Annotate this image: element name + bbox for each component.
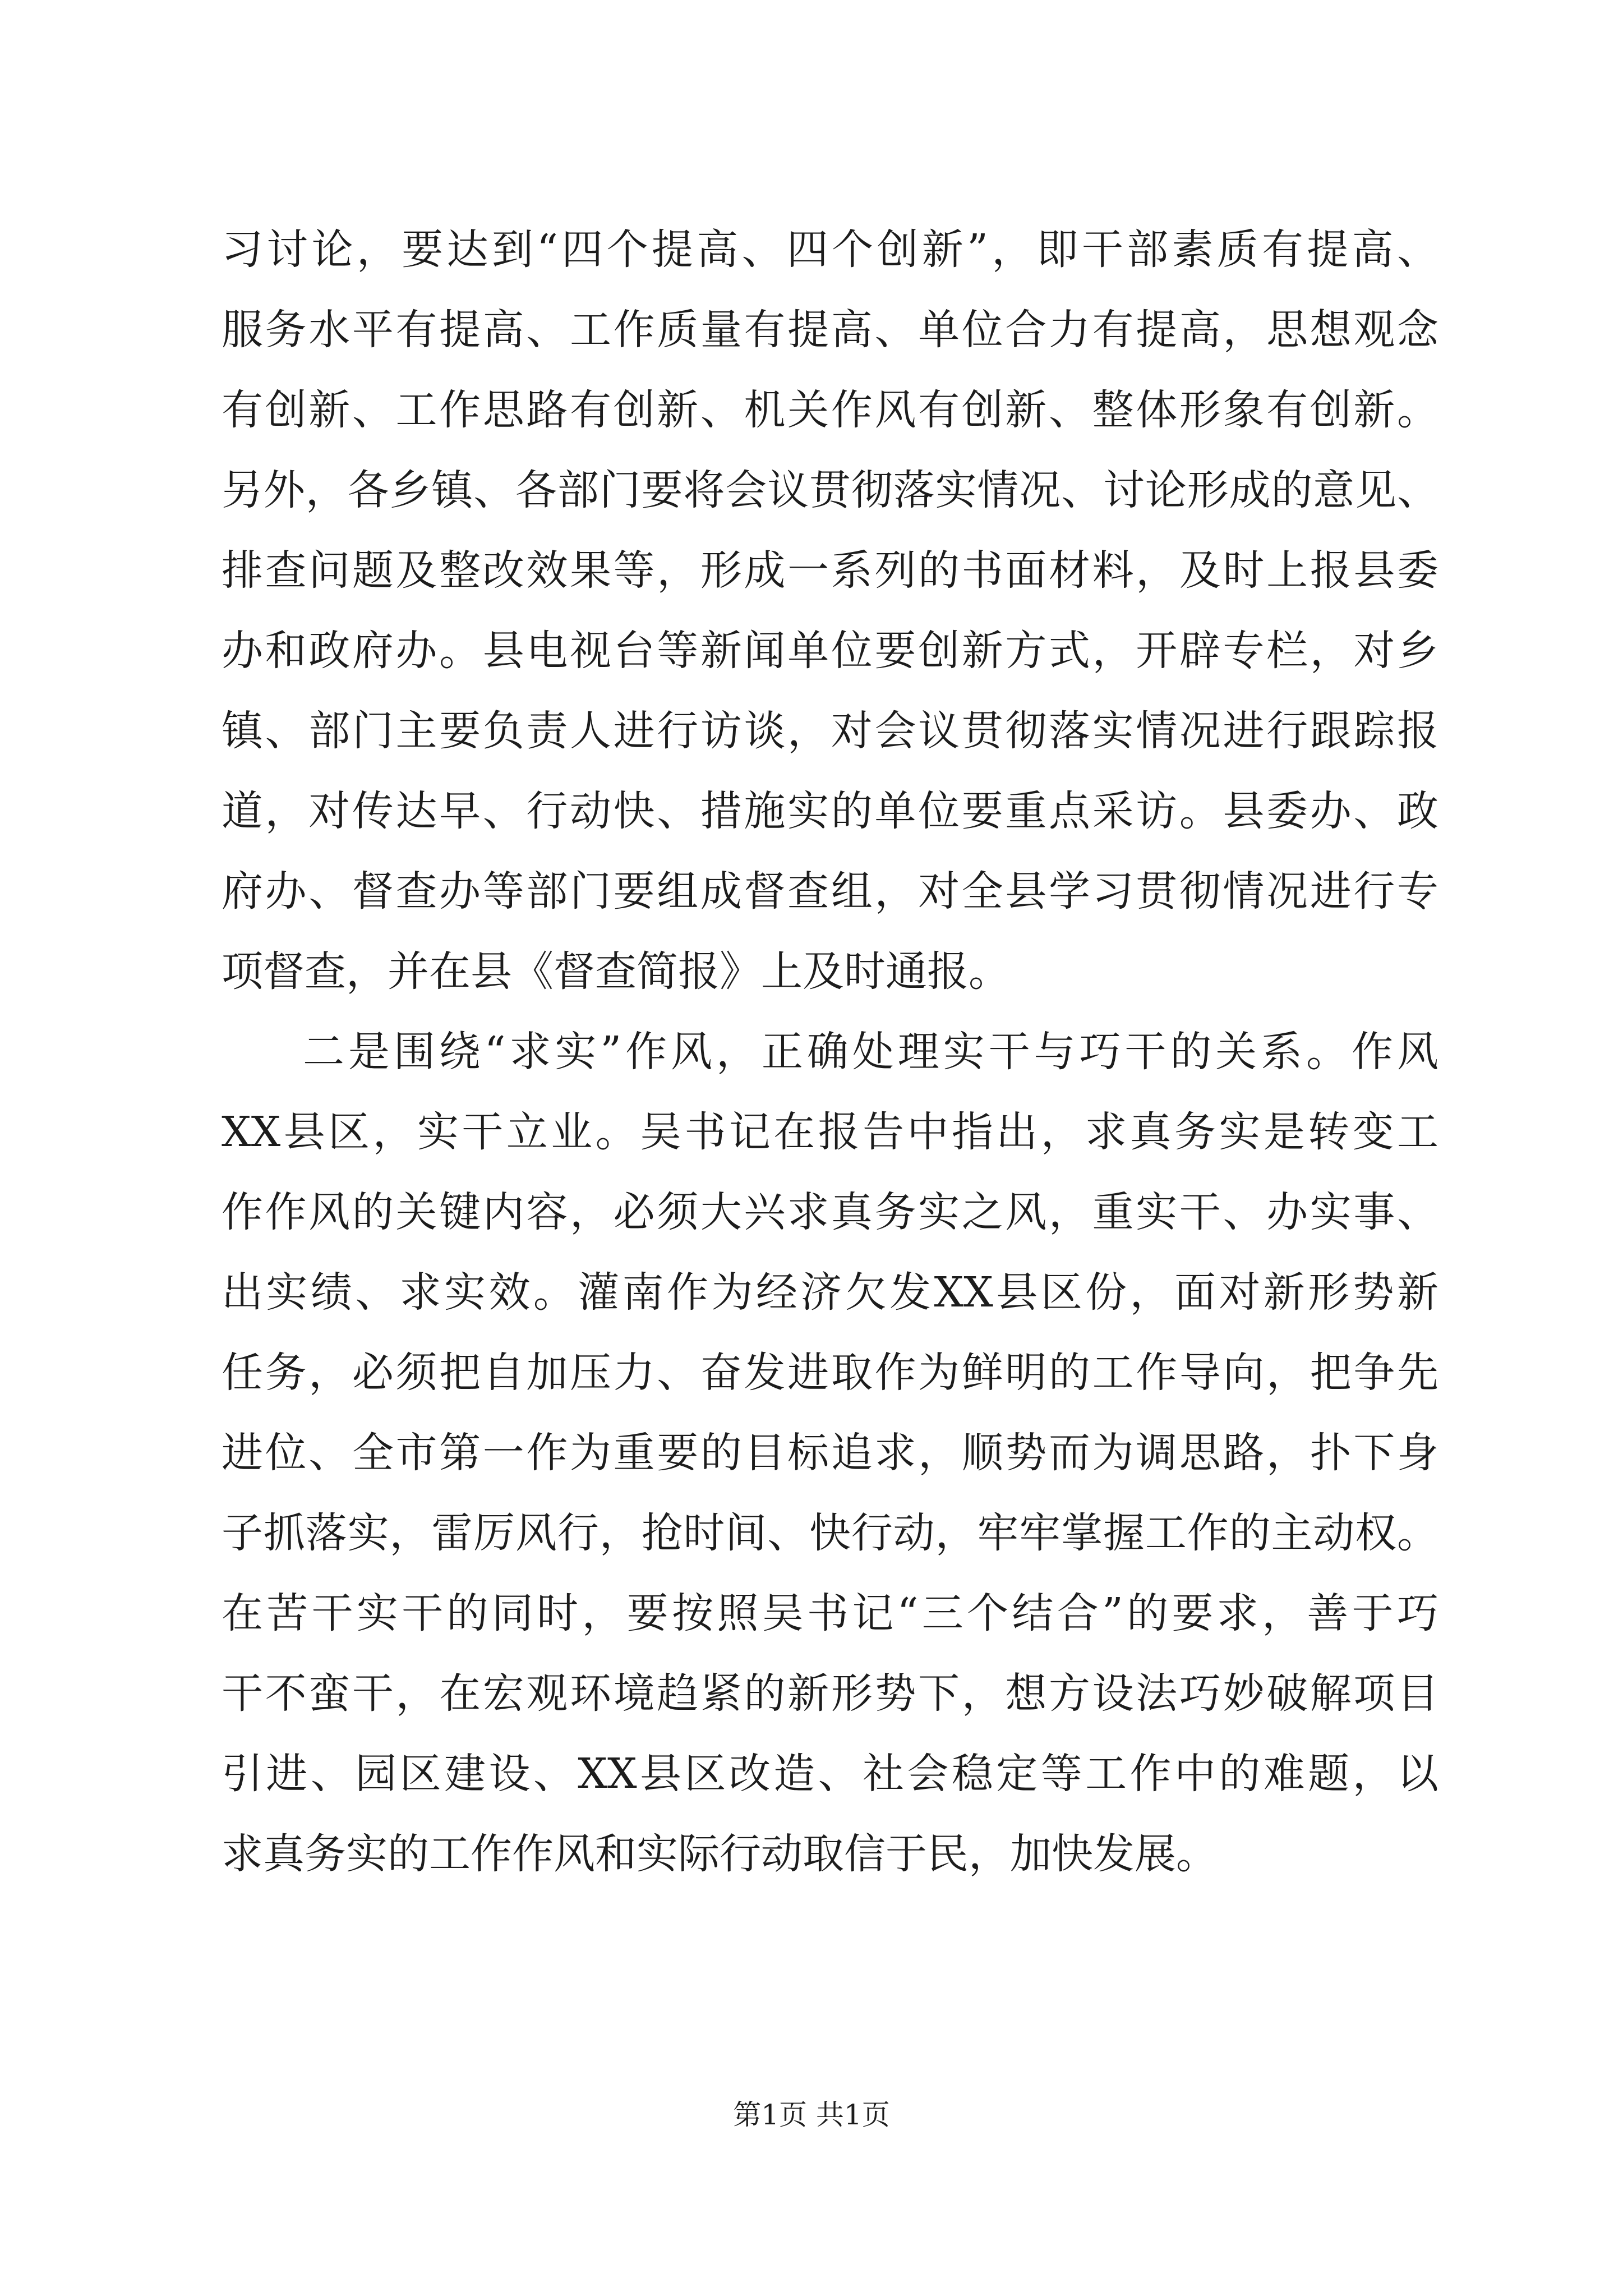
paragraph-1-line-1: 习讨论，要达到“四个提高、四个创新”，即干部素质有提高、 <box>222 226 1438 274</box>
paragraph-2-line-11: 求真务实的工作作风和实际行动取信于民，加快发展。 <box>222 1830 1218 1878</box>
paragraph-2-line-1: 二是围绕“求实”作风，正确处理实干与巧干的关系。作风 <box>303 1028 1438 1076</box>
paragraph-1-line-8: 道，对传达早、行动快、措施实的单位要重点采访。县委办、政 <box>222 787 1438 835</box>
paragraph-2-line-8: 在苦干实干的同时，要按照吴书记“三个结合”的要求，善于巧 <box>222 1589 1438 1637</box>
paragraph-1-line-2: 服务水平有提高、工作质量有提高、单位合力有提高，思想观念 <box>222 306 1438 354</box>
paragraph-1-line-5: 排查问题及整改效果等，形成一系列的书面材料，及时上报县委 <box>222 546 1438 595</box>
paragraph-1-line-4: 另外，各乡镇、各部门要将会议贯彻落实情况、讨论形成的意见、 <box>222 466 1438 514</box>
paragraph-1-line-7: 镇、部门主要负责人进行访谈，对会议贯彻落实情况进行跟踪报 <box>222 707 1438 755</box>
paragraph-2-line-9: 干不蛮干，在宏观环境趋紧的新形势下，想方设法巧妙破解项目 <box>222 1669 1438 1718</box>
paragraph-2-line-2: XX县区，实干立业。吴书记在报告中指出，求真务实是转变工 <box>222 1108 1438 1156</box>
page-number-footer: 第1页 共1页 <box>733 2099 890 2131</box>
paragraph-2-line-3: 作作风的关键内容，必须大兴求真务实之风，重实干、办实事、 <box>222 1188 1438 1236</box>
paragraph-2-line-6: 进位、全市第一作为重要的目标追求，顺势而为调思路，扑下身 <box>222 1429 1438 1477</box>
paragraph-1-line-9: 府办、督查办等部门要组成督查组，对全县学习贯彻情况进行专 <box>222 867 1438 915</box>
paragraph-2-line-7: 子抓落实，雷厉风行，抢时间、快行动，牢牢掌握工作的主动权。 <box>222 1509 1438 1557</box>
paragraph-2-line-10: 引进、园区建设、XX县区改造、社会稳定等工作中的难题，以 <box>222 1750 1438 1798</box>
paragraph-2-line-5: 任务，必须把自加压力、奋发进取作为鲜明的工作导向，把争先 <box>222 1349 1438 1397</box>
paragraph-1-line-6: 办和政府办。县电视台等新闻单位要创新方式，开辟专栏，对乡 <box>222 627 1438 675</box>
paragraph-1-line-10: 项督查，并在县《督查简报》上及时通报。 <box>222 947 1010 996</box>
paragraph-1-line-3: 有创新、工作思路有创新、机关作风有创新、整体形象有创新。 <box>222 386 1438 434</box>
paragraph-2-line-4: 出实绩、求实效。灌南作为经济欠发XX县区份，面对新形势新 <box>222 1268 1438 1317</box>
